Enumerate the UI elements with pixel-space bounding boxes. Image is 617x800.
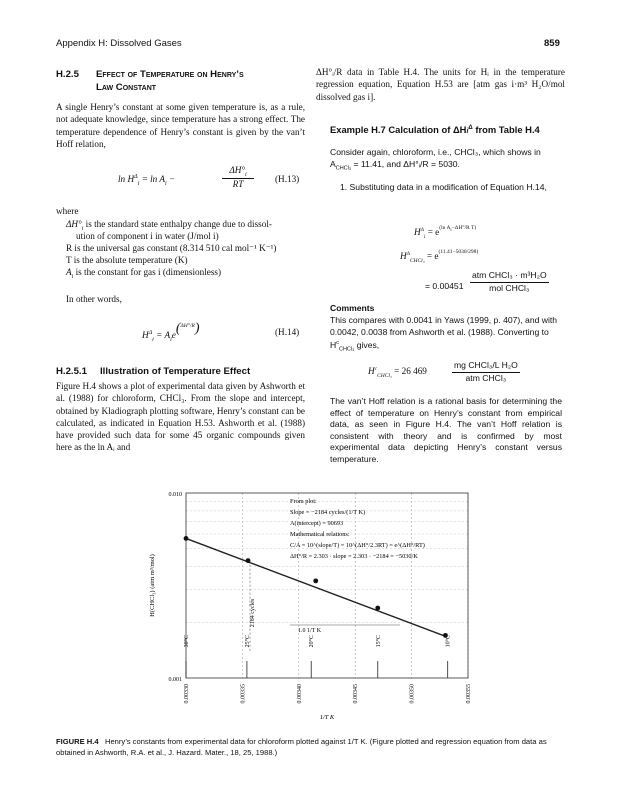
definition-enthalpy: $\Delta H^\circ_i$ is the standard state enthalpy change due to dissol-	[66, 219, 272, 232]
y-tick-label: 0.001	[168, 677, 182, 683]
y-axis-title: H(CHCl₃) (atm m³/mol)	[149, 554, 156, 617]
temperature-label: 15°C	[375, 635, 382, 648]
definition-gas-constant: R is the universal gas constant (8.314 510 cal mol⁻¹ K⁻¹)	[66, 243, 277, 253]
delta-x-label: 1.0 1/T K	[298, 628, 322, 634]
example-equation-4-units: mg CHCl₃/L H₂O atm CHCl₃	[454, 360, 518, 383]
running-header: Appendix H: Dissolved Gases	[56, 38, 182, 49]
y-tick-label: 0.010	[168, 492, 182, 498]
data-point	[184, 536, 189, 541]
definition-constant: $A_i$ is the constant for gas i (dimensionless)	[66, 267, 222, 280]
section-number: H.2.5	[56, 69, 79, 80]
example-equation-3-units: atm CHCl₃ · m³H₂O mol CHCl₃	[472, 270, 547, 293]
temperature-label: 10°C	[445, 635, 452, 648]
vanthoff-paragraph: The van’t Hoff relation is a rational basis for determining the effect of temperature on Henry’s constant from empirical data, as seen in Figure H.4. The van’t Hoff relation is consistent with theory and is confirmed by most experimental data depicting Henry’s constant versus temperature.	[330, 396, 562, 464]
example-equation-2: $H^\Delta_{CHCl_3} = e^{(11.41-5030/298)}$	[400, 249, 479, 264]
example-equation-1: $H^\Delta_i = e^{(ln A_i-\Delta H^\circ/R T)}$	[414, 225, 477, 240]
temperature-label: 25°C	[244, 635, 251, 648]
section-title-line1: Effect of Temperature on Henry’s	[96, 69, 244, 80]
equation-number-h13: (H.13)	[275, 174, 300, 184]
annotation-from-plot: From plot:	[290, 498, 317, 505]
section-title-line2: Law Constant	[96, 82, 157, 93]
section-paragraph: A single Henry’s constant at some given temperature is, as a rule, not adequate knowledge, since temperature has a strong effect. The temperature dependence of Henry’s constant is given by the van’t Hoff relation,	[56, 102, 305, 149]
annotation-slope: Slope = −2184 cycles/(1/T K)	[290, 509, 366, 516]
equation-h13: $\ln H^\Delta_i = \ln A_i$ −	[118, 174, 176, 187]
definition-temperature: T is the absolute temperature (K)	[66, 255, 188, 265]
henry-constant-chart	[140, 485, 500, 725]
x-tick-label: 0.00355	[466, 684, 472, 704]
subsection-paragraph: Figure H.4 shows a plot of experimental data given by Ashworth et al. (1988) for chloroform, CHCl₃. From the slope and intercept, obtained by Kladiograph plotting software, Henry’s constant can be calculated, as indicated in Equation H.53. Ashworth et al. (1988) have provided such data for some 45 organic compounds given here as the ln Aᵢ and	[56, 381, 305, 453]
temperature-label: 20°C	[309, 635, 316, 648]
where-label: where	[56, 206, 79, 216]
cycles-label: 2184 cycles	[250, 598, 256, 628]
x-tick-label: 0.00345	[353, 684, 360, 704]
subsection-number: H.2.5.1	[56, 366, 87, 377]
annotation-math-relations: Mathematical relations:	[290, 531, 350, 538]
definition-enthalpy-cont: ution of component i in water (J/mol i)	[76, 231, 219, 241]
temperature-label: 30°C	[184, 635, 190, 648]
data-point	[375, 606, 380, 611]
equation-h14: $H^\Delta_i = A_ie(^{\Delta H^\circ/R})$	[142, 321, 200, 343]
example-equation-4: $H^c_{CHCl_3} = 26$ 469	[368, 366, 427, 379]
right-paragraph: ΔH°ᵢ/R data in Table H.4. The units for Hᵢ in the temperature regression equation, Equation H.53 are [atm gas i·m³ H₂O/mol dissolved gas i].	[316, 67, 565, 102]
example-step: 1. Substituting data in a modification of Equation H.14,	[340, 182, 547, 192]
example-title: Example H.7 Calculation of ΔHi$^\Delta$ from Table H.4	[330, 124, 540, 135]
comments-paragraph: This compares with 0.0041 in Yaws (1999, p. 407), and with 0.0042, 0.0038 from Ashworth et al. (1988). Converting to $H^c_{CHCl_3}$ gives,	[330, 315, 558, 353]
annotation-relation-1: C/A = 10^(slope/T) = 10^(ΔH°/2.3RT) = e^(ΔH°/RT)	[290, 542, 425, 549]
x-tick-label: 0.00340	[296, 684, 303, 704]
figure-caption: FIGURE H.4 Henry’s constants from experimental data for chloroform plotted against 1/T K. (Figure plotted and regression equation from data as obtained in Ashworth, R.A. et al., J. Hazard. Mater., 18, 25, 1988.)	[56, 737, 547, 757]
page-number: 859	[544, 38, 560, 49]
example-equation-3: = 0.00451	[425, 281, 464, 291]
example-paragraph: Consider again, chloroform, i.e., CHCl₃, which shows in $A_{CHCl_3} = 11.41$, and ΔH°ᵢ/R = 5030.	[330, 147, 541, 172]
x-tick-label: 0.00350	[409, 684, 416, 704]
annotation-intercept: A(intercept) = 90693	[290, 520, 344, 527]
data-point	[313, 578, 318, 583]
x-axis-title: 1/T K	[319, 714, 335, 721]
other-words-label: In other words,	[66, 294, 122, 304]
comments-title: Comments	[330, 303, 375, 313]
subsection-title: Illustration of Temperature Effect	[100, 366, 251, 377]
equation-h13-fraction: $\Delta H^\circ_i$ RT	[222, 165, 254, 189]
x-tick-label: 0.00330	[184, 684, 190, 704]
equation-number-h14: (H.14)	[275, 327, 300, 337]
x-tick-label: 0.00335	[240, 684, 247, 704]
annotation-relation-2: ΔH°/R = 2.303 · slope = 2.303 · −2184 = −5030/K	[290, 553, 418, 560]
